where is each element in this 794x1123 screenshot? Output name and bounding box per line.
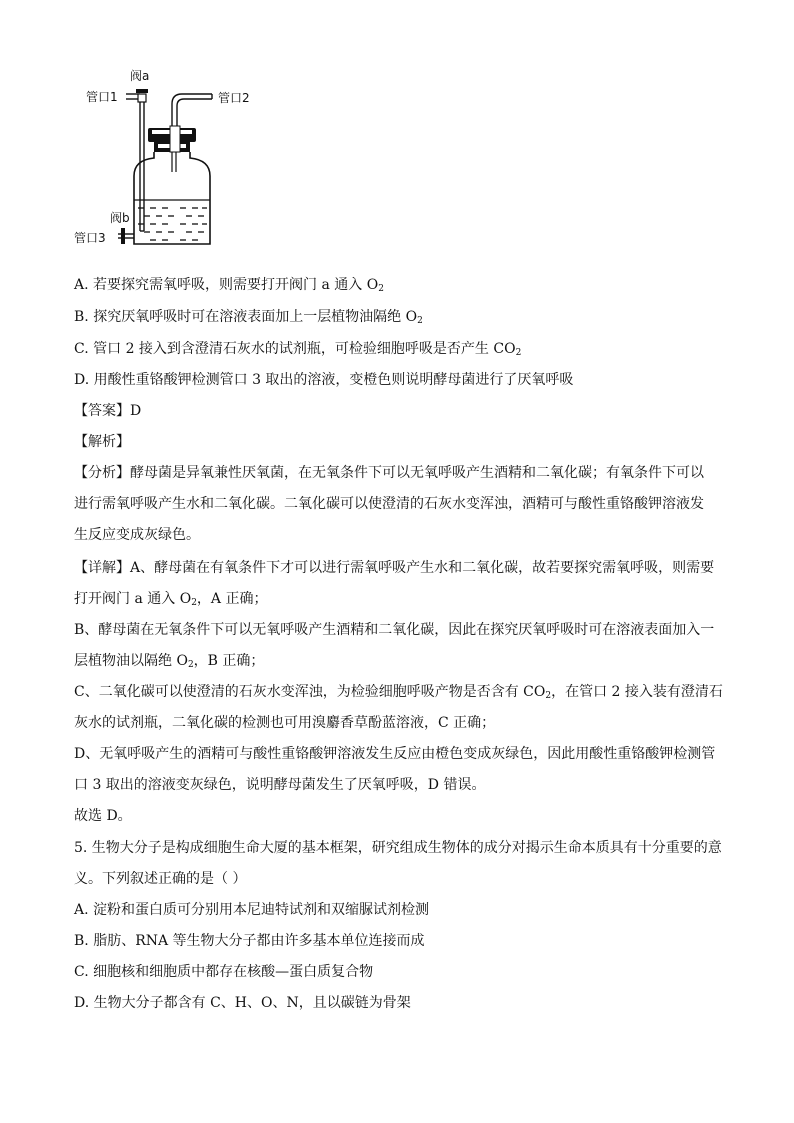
- detail-a-line1: 【详解】A、酵母菌在有氧条件下才可以进行需氧呼吸产生水和二氧化碳，故若要探究需氧呼吸，则需要: [74, 560, 715, 576]
- analysis-paragraph: 【分析】酵母菌是异氧兼性厌氧菌，在无氧条件下可以无氧呼吸产生酒精和二氧化碳；有氧条件下可以进行需氧呼吸产生水和二氧化碳。二氧化碳可以使澄清的石灰水变浑浊，酒精可与酸性重铬酸钾溶液发生反应变成灰绿色。: [74, 465, 704, 543]
- q5-option-b: B. 脂肪、RNA 等生物大分子都由许多基本单位连接而成: [74, 933, 425, 949]
- answer: 【答案】D: [74, 403, 142, 419]
- apparatus-diagram: [74, 66, 274, 252]
- detail-b-line2-text: 层植物油以隔绝 O: [74, 653, 188, 669]
- detail-b-line2: [74, 652, 264, 670]
- q4-option-d: D. 用酸性重铬酸钾检测管口 3 取出的溶液，变橙色则说明酵母菌进行了厌氧呼吸: [74, 372, 574, 388]
- rubber-stopper: [148, 126, 196, 152]
- q5-stem-line1: 5. 生物大分子是构成细胞生命大厦的基本框架，研究组成生物体的成分对揭示生命本质具有十分重要的意: [74, 840, 722, 856]
- q5-option-d: D. 生物大分子都含有 C、H、O、N，且以碳链为骨架: [74, 995, 411, 1011]
- q4-option-c: [74, 340, 521, 358]
- valve-a-label: 阀a: [130, 69, 150, 83]
- detail-c-line1-end: ，在管口 2 接入装有澄清石: [551, 684, 723, 700]
- q4-option-a: [74, 276, 384, 294]
- detail-d-line1: D、无氧呼吸产生的酒精可与酸性重铬酸钾溶液发生反应由橙色变成灰绿色，因此用酸性重铬酸钾检测管: [74, 746, 716, 762]
- valve-a-handle: [136, 89, 148, 93]
- q4-option-a-text: A. 若要探究需氧呼吸，则需要打开阀门 a 通入 O: [74, 277, 379, 293]
- port-3-label: 管口3: [74, 231, 106, 245]
- q5-option-c: C. 细胞核和细胞质中都存在核酸—蛋白质复合物: [74, 964, 374, 980]
- inner-tube: [172, 152, 176, 172]
- subscript: 2: [545, 691, 552, 701]
- detail-a-line2-text: 打开阀门 a 通入 O: [74, 591, 192, 607]
- valve-a-body: [138, 94, 146, 102]
- final-choice: 故选 D。: [74, 808, 132, 824]
- detail-d-line2: 口 3 取出的溶液变灰绿色，说明酵母菌发生了厌氧呼吸，D 错误。: [74, 777, 486, 793]
- detail-b-line2-end: ，B 正确；: [193, 653, 265, 669]
- q4-option-b-text: B. 探究厌氧呼吸时可在溶液表面加上一层植物油隔绝 O: [74, 309, 418, 325]
- subscript: 2: [378, 284, 384, 294]
- q5-stem-line2: 义。下列叙述正确的是（ ）: [74, 871, 247, 887]
- valve-b-label: 阀b: [110, 211, 130, 225]
- q5-option-a: A. 淀粉和蛋白质可分别用本尼迪特试剂和双缩脲试剂检测: [74, 902, 430, 918]
- valve-b-handle: [121, 228, 125, 244]
- liquid-solution: [138, 208, 207, 240]
- detail-a-line2-end: ，A 正确；: [196, 591, 268, 607]
- detail-a-line2: [74, 590, 267, 608]
- subscript: 2: [187, 660, 194, 670]
- outlet-port-3: [118, 228, 134, 244]
- detail-c-line1-text: C、二氧化碳可以使澄清的石灰水变浑浊，为检验细胞呼吸产物是否含有 CO: [74, 684, 546, 700]
- port-1-label: 管口1: [86, 90, 118, 104]
- q4-option-b: [74, 308, 423, 326]
- subscript: 2: [191, 598, 197, 608]
- subscript: 2: [417, 316, 423, 326]
- detail-c-line2: 灰水的试剂瓶，二氧化碳的检测也可用溴麝香草酚蓝溶液，C 正确；: [74, 715, 496, 731]
- analysis-label: 【解析】: [74, 434, 130, 450]
- detail-c-line1: [74, 683, 723, 701]
- subscript: 2: [515, 348, 522, 358]
- detail-b-line1: B、酵母菌在无氧条件下可以无氧呼吸产生酒精和二氧化碳，因此在探究厌氧呼吸时可在溶液表面加入一: [74, 622, 715, 638]
- port-2-label: 管口2: [218, 91, 250, 105]
- fermentation-bottle-illustration: [74, 66, 274, 252]
- q4-option-c-text: C. 管口 2 接入到含澄清石灰水的试剂瓶，可检验细胞呼吸是否产生 CO: [74, 341, 516, 357]
